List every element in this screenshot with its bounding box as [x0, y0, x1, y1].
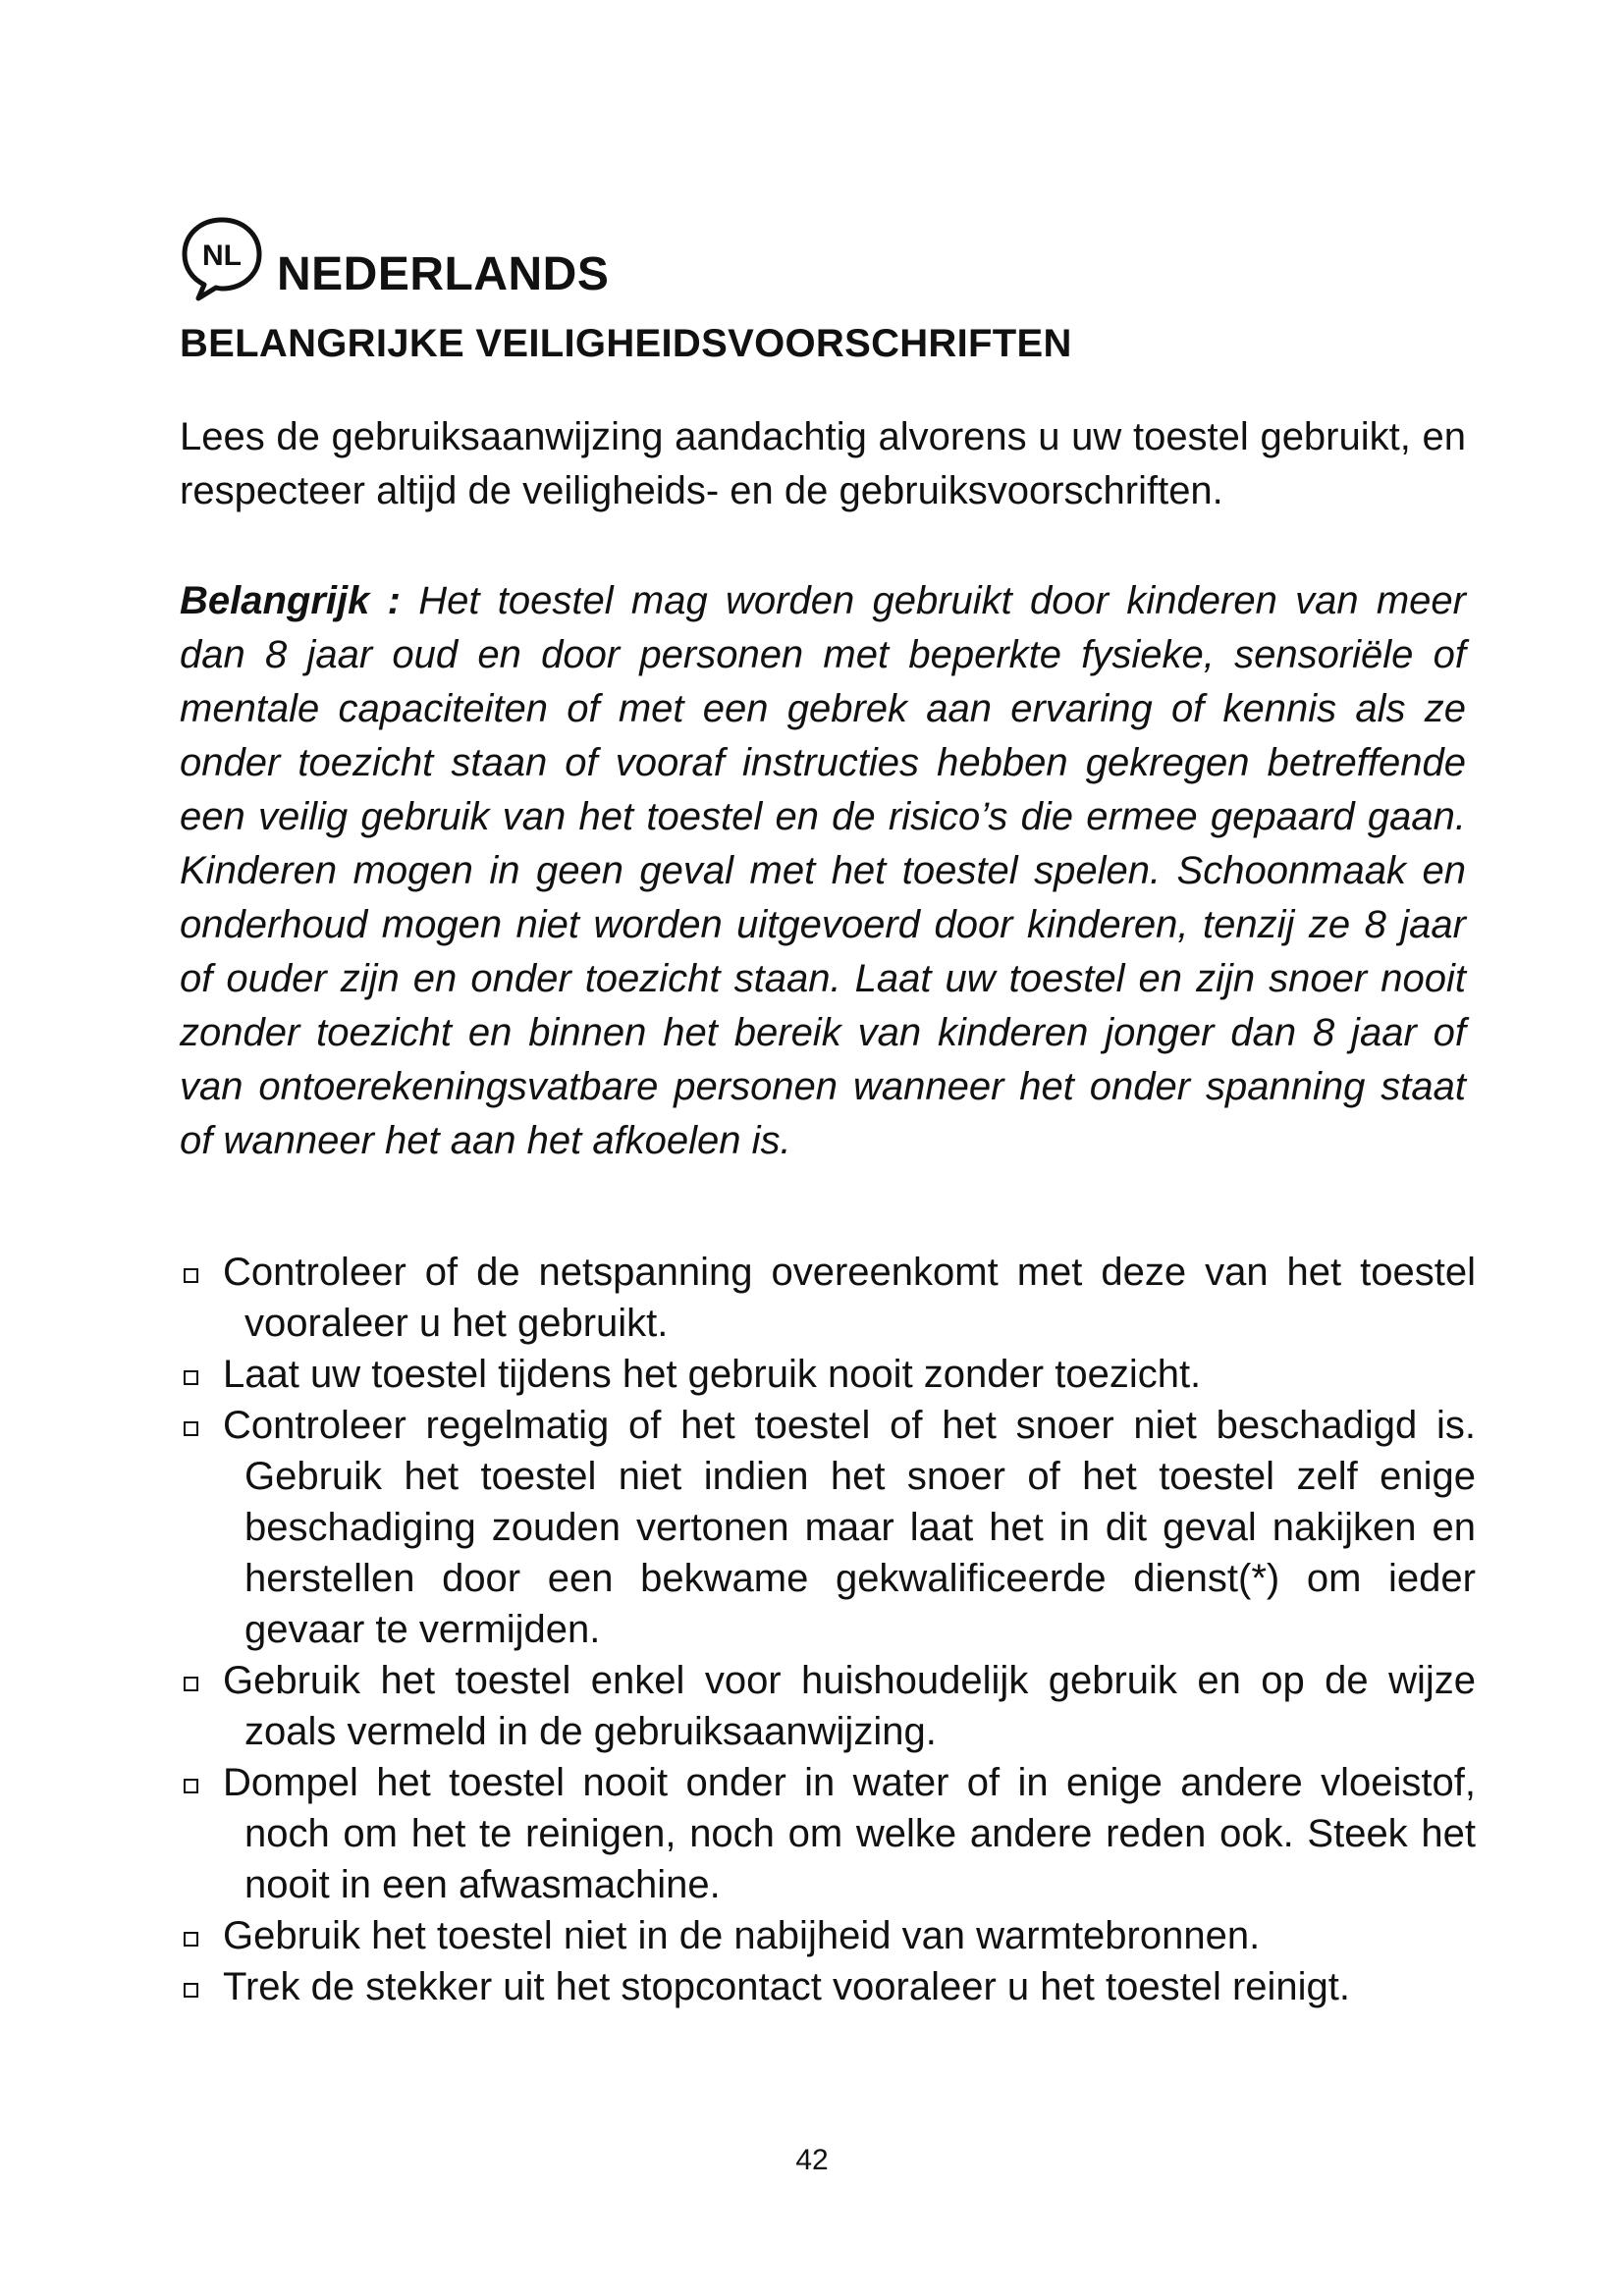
bullet-text: Controleer of de netspanning overeenkomt met deze van het toestel vooraleer u het gebruikt.	[223, 1251, 1476, 1345]
bullet-text: Trek de stekker uit het stopcontact vooraleer u het toestel reinigt.	[223, 1965, 1351, 2008]
page-number: 42	[795, 2144, 829, 2176]
checkbox-bullet-icon	[184, 1779, 198, 1793]
language-name: NEDERLANDS	[277, 248, 610, 300]
language-speech-bubble-icon	[177, 214, 267, 304]
bullet-item	[180, 1247, 1476, 1349]
language-header	[177, 214, 1453, 302]
important-label: Belangrijk :	[180, 579, 401, 622]
checkbox-bullet-icon	[184, 1370, 198, 1385]
important-text: Het toestel mag worden gebruikt door kinderen van meer dan 8 jaar oud en door personen met beperkte fysieke, sensoriële of mentale capaciteiten of met een gebrek aan ervaring of kennis als ze onder toezicht staan of vooraf instructies hebben gekregen betreffende een veilig gebruik van het toestel en de risico’s die ermee gepaard gaan. Kinderen mogen in geen geval met het toestel spelen. Schoonmaak en onderhoud mogen niet worden uitgevoerd door kinderen, tenzij ze 8 jaar of ouder zijn en onder toezicht staan. Laat uw toestel en zijn snoer nooit zonder toezicht en binnen het bereik van kinderen jonger dan 8 jaar of van ontoerekeningsvatbare personen wanneer het onder spanning staat of wanneer het aan het afkoelen is.	[180, 579, 1466, 1162]
safety-bullet-list	[180, 1247, 1476, 2012]
checkbox-bullet-icon	[184, 1421, 198, 1436]
bullet-text: Dompel het toestel nooit onder in water of in enige andere vloeistof, noch om het te reinigen, noch om welke andere reden ook. Steek het nooit in een afwasmachine.	[223, 1761, 1476, 1906]
important-paragraph	[180, 574, 1466, 1168]
bullet-text: Laat uw toestel tijdens het gebruik nooit zonder toezicht.	[223, 1353, 1202, 1396]
checkbox-bullet-icon	[184, 1268, 198, 1283]
checkbox-bullet-icon	[184, 1932, 198, 1947]
bullet-text: Gebruik het toestel enkel voor huishoudelijk gebruik en op de wijze zoals vermeld in de gebruiksaanwijzing.	[223, 1659, 1476, 1753]
bullet-item	[180, 1961, 1476, 2012]
bullet-text: Controleer regelmatig of het toestel of het snoer niet beschadigd is. Gebruik het toestel niet indien het snoer of het toestel zelf enige beschadiging zouden vertonen maar laat het in dit geval nakijken en herstellen door een bekwame gekwalificeerde dienst(*) om ieder gevaar te vermijden.	[223, 1404, 1476, 1651]
section-title: BELANGRIJKE VEILIGHEIDSVOORSCHRIFTEN	[180, 322, 1072, 365]
bullet-item	[180, 1910, 1476, 1961]
bullet-item	[180, 1757, 1476, 1910]
bullet-item	[180, 1655, 1476, 1757]
language-code-text: NL	[202, 240, 242, 272]
bullet-item	[180, 1400, 1476, 1655]
checkbox-bullet-icon	[184, 1983, 198, 1998]
bullet-text: Gebruik het toestel niet in de nabijheid van warmtebronnen.	[223, 1914, 1261, 1957]
checkbox-bullet-icon	[184, 1677, 198, 1691]
bullet-item	[180, 1349, 1476, 1400]
intro-paragraph: Lees de gebruiksaanwijzing aandachtig alvorens u uw toestel gebruikt, en respecteer altijd de veiligheids- en de gebruiksvoorschriften.	[180, 415, 1466, 512]
